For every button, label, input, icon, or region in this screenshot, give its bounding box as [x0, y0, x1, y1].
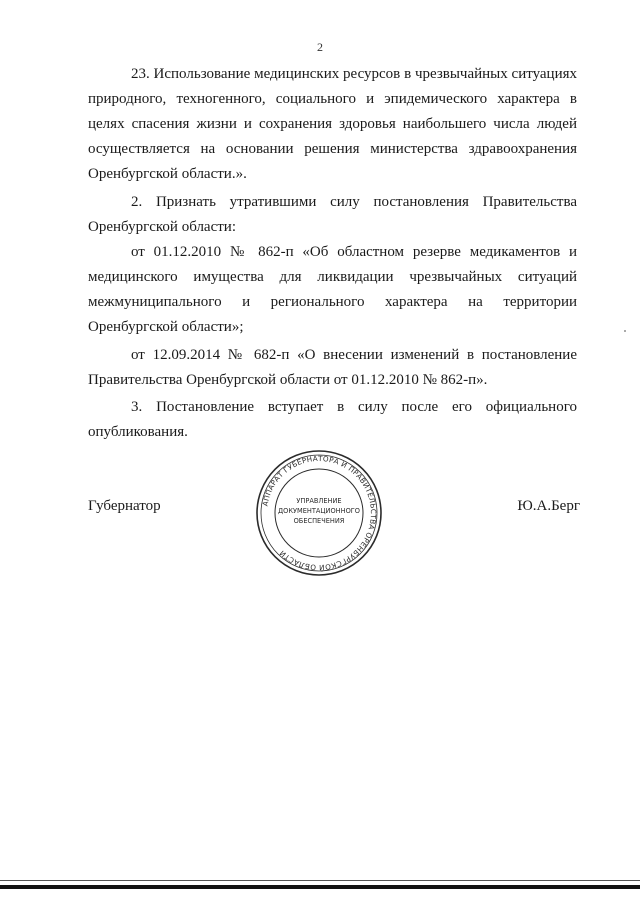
paragraph-2: 2. Признать утратившими силу постановления Правительства Оренбургской области:	[88, 194, 577, 235]
stamp-outer-text: АППАРАТ ГУБЕРНАТОРА И ПРАВИТЕЛЬСТВА ОРЕНБУРГСКОЙ ОБЛАСТИ	[260, 453, 379, 573]
paragraph-3: 3. Постановление вступает в силу после его официального опубликования.	[88, 399, 577, 440]
scan-artifact	[624, 330, 626, 332]
footer-divider-thick	[0, 885, 640, 889]
signature-title: Губернатор	[88, 498, 161, 514]
official-stamp	[254, 448, 384, 578]
paragraph-2a: от 01.12.2010 № 862-п «Об областном резерве медикаментов и медицинского имущества для ликвидации чрезвычайных ситуаций межмуниципального и регионального характера на территории Оренбургской области»;	[88, 244, 577, 335]
page-number: 2	[317, 40, 323, 54]
footer-divider-thin	[0, 880, 640, 881]
signature-name: Ю.А.Берг	[517, 498, 580, 514]
stamp-line-1: УПРАВЛЕНИЕ	[296, 497, 342, 505]
paragraph-2b: от 12.09.2014 № 682-п «О внесении изменений в постановление Правительства Оренбургской области от 01.12.2010 № 862-п».	[88, 347, 577, 388]
paragraph-23: 23. Использование медицинских ресурсов в чрезвычайных ситуациях природного, техногенного, социального и эпидемического характера в целях спасения жизни и сохранения здоровья наибольшего числа людей осуществляется на основании решения министерства здравоохранения Оренбургской области.».	[88, 66, 577, 182]
stamp-line-3: ОБЕСПЕЧЕНИЯ	[293, 517, 345, 525]
stamp-line-2: ДОКУМЕНТАЦИОННОГО	[278, 507, 360, 515]
